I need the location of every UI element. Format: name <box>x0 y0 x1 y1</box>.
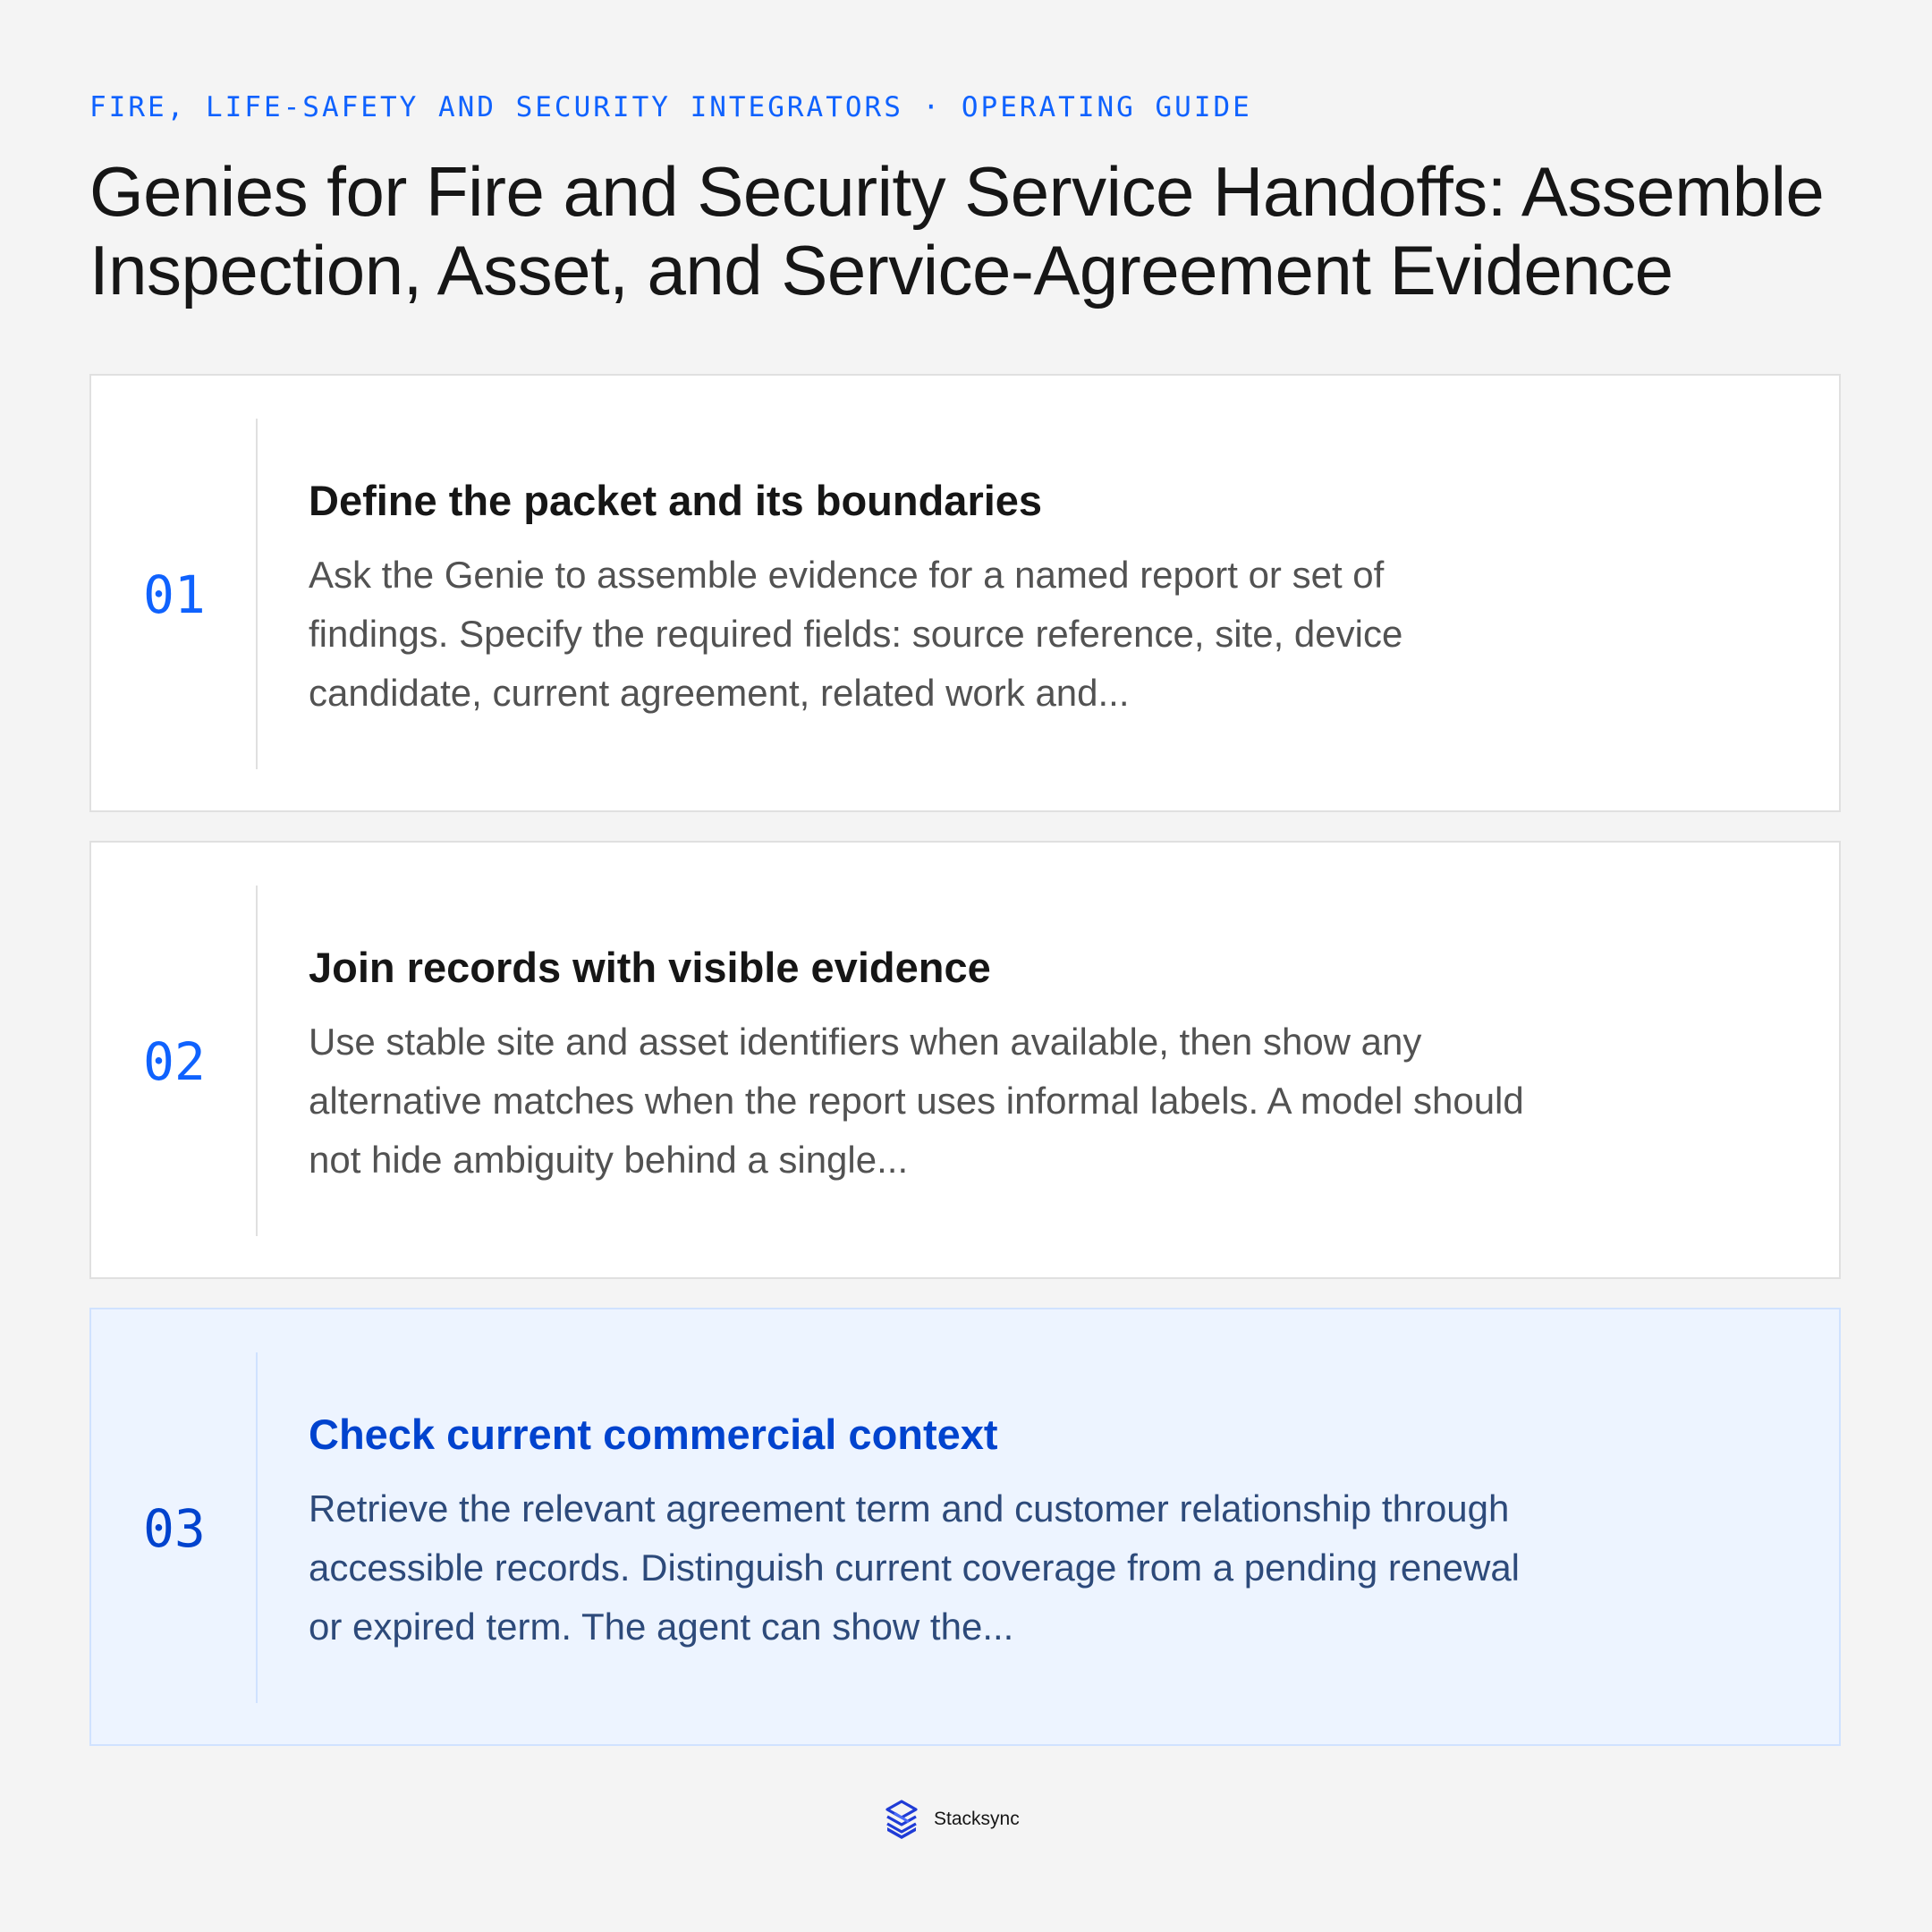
page-title: Genies for Fire and Security Service Handoffs: Assemble Inspection, Asset, and Service-Agreement Evidence <box>89 152 1825 309</box>
step-number: 02 <box>143 1031 206 1092</box>
step-heading: Check current commercial context <box>309 1411 998 1458</box>
step-heading: Join records with visible evidence <box>309 944 991 991</box>
eyebrow-label: FIRE, LIFE-SAFETY AND SECURITY INTEGRATORS · OPERATING GUIDE <box>89 91 1252 123</box>
step-body: Use stable site and asset identifiers when available, then show any alternative matches when the report uses informal labels. A model should not hide ambiguity behind a single... <box>309 1021 1524 1181</box>
stacksync-logo-icon <box>882 1798 921 1841</box>
step-card-3 <box>89 1308 1841 1746</box>
step-divider <box>256 1352 258 1703</box>
step-number: 01 <box>143 564 206 625</box>
step-number: 03 <box>143 1498 206 1559</box>
step-heading: Define the packet and its boundaries <box>309 477 1043 524</box>
step-divider <box>256 886 258 1236</box>
step-card-2 <box>89 841 1841 1279</box>
step-card-1 <box>89 374 1841 812</box>
footer-brand <box>882 1796 1020 1843</box>
step-body: Ask the Genie to assemble evidence for a named report or set of findings. Specify the required fields: source reference, site, device candidate, current agreement, related work and... <box>309 554 1403 714</box>
step-divider <box>256 419 258 769</box>
step-body: Retrieve the relevant agreement term and customer relationship through accessible records. Distinguish current coverage from a pending renewal or expired term. The agent can show the... <box>309 1487 1521 1648</box>
brand-name: Stacksync <box>934 1809 1020 1829</box>
